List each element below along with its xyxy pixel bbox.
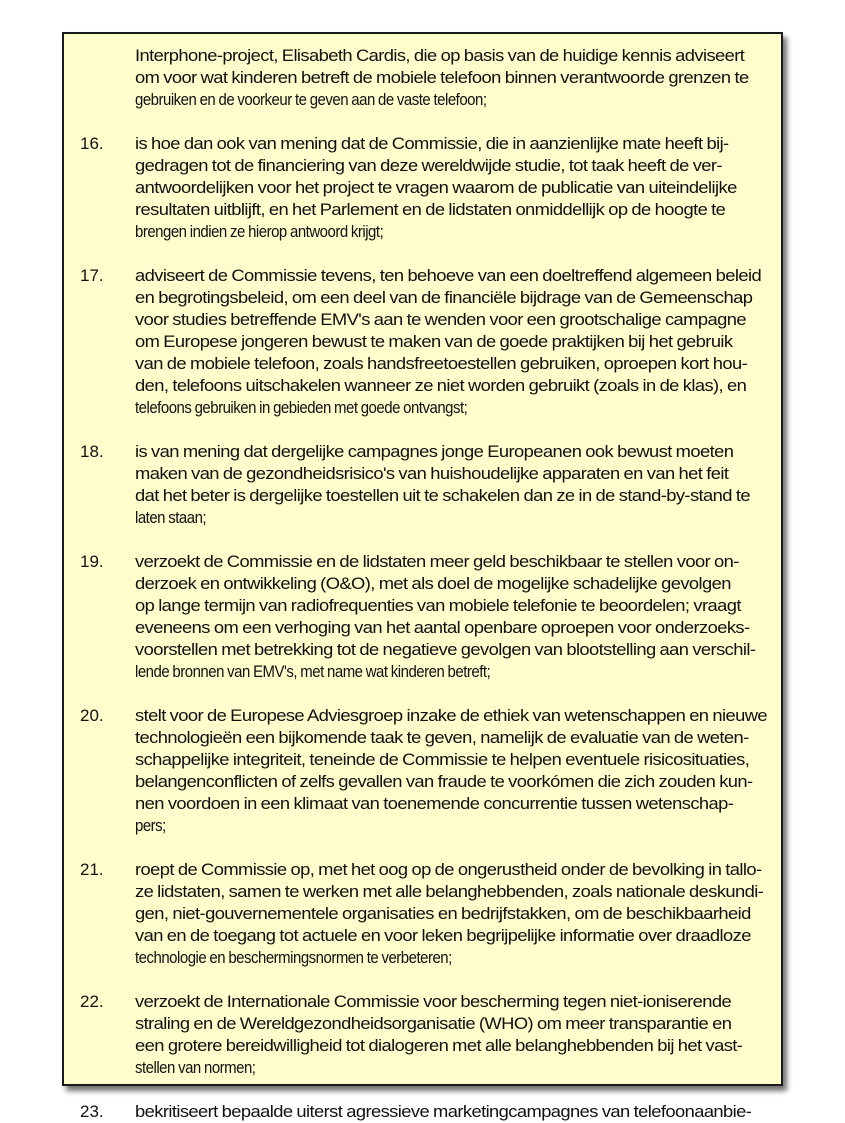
text-line: derzoek en ontwikkeling (O&O), met als doel de mogelijke schadelijke gevolgen <box>135 574 731 593</box>
text-line: pers; <box>135 816 166 835</box>
paragraph-text <box>135 1101 770 1123</box>
paragraph-18 <box>64 441 781 529</box>
paragraph-text <box>135 859 770 969</box>
text-line: om Europese jongeren bewust te maken van de goede praktijken bij het gebruik <box>135 332 733 351</box>
text-line: een grotere bereidwilligheid tot dialogeren met alle belanghebbenden bij het vast- <box>135 1036 743 1055</box>
text-line: verzoekt de Internationale Commissie voor bescherming tegen niet-ioniserende <box>135 992 732 1011</box>
paragraph-number: 19. <box>80 552 104 571</box>
paragraph-gap <box>64 529 781 551</box>
text-line: roept de Commissie op, met het oog op de ongerustheid onder de bevolking in tallo- <box>135 860 762 879</box>
text-line: adviseert de Commissie tevens, ten behoeve van een doeltreffend algemeen beleid <box>135 266 762 285</box>
text-line: technologieën een bijkomende taak te geven, namelijk de evaluatie van de weten- <box>135 728 749 747</box>
paragraph-number: 23. <box>80 1102 104 1121</box>
paragraph-number: 18. <box>80 442 104 461</box>
text-line: maken van de gezondheidsrisico's van huishoudelijke apparaten en van het feit <box>135 464 729 483</box>
paragraph-number: 22. <box>80 992 104 1011</box>
text-line: nen voordoen in een klimaat van toenemende concurrentie tussen wetenschap- <box>135 794 734 813</box>
paragraph-text <box>135 705 770 837</box>
text-line: gedragen tot de financiering van deze wereldwijde studie, tot taak heeft de ver- <box>135 156 722 175</box>
text-line: van en de toegang tot actuele en voor leken begrijpelijke informatie over draadloze <box>135 926 751 945</box>
text-line: om voor wat kinderen betreft de mobiele telefoon binnen verantwoorde grenzen te <box>135 68 749 87</box>
paragraph-text <box>135 265 770 419</box>
paragraph-17 <box>64 265 781 419</box>
paragraph-gap <box>64 969 781 991</box>
paragraph-gap <box>64 837 781 859</box>
text-line: laten staan; <box>135 508 207 527</box>
text-line: technologie en beschermingsnormen te verbeteren; <box>135 948 452 967</box>
text-line: is hoe dan ook van mening dat de Commissie, die in aanzienlijke mate heeft bij- <box>135 134 729 153</box>
text-line: van de mobiele telefoon, zoals handsfreetoestellen gebruiken, oproepen kort hou- <box>135 354 748 373</box>
text-line: op lange termijn van radiofrequenties van mobiele telefonie te beoordelen; vraagt <box>135 596 741 615</box>
text-line: gen, niet-gouvernementele organisaties en bedrijfstakken, om de beschikbaarheid <box>135 904 751 923</box>
text-line: dat het beter is dergelijke toestellen uit te schakelen dan ze in de stand-by-stand te <box>135 486 750 505</box>
text-line: en begrotingsbeleid, om een deel van de financiële bijdrage van de Gemeenschap <box>135 288 753 307</box>
text-line: telefoons gebruiken in gebieden met goede ontvangst; <box>135 398 468 417</box>
paragraph-text <box>135 551 770 683</box>
text-line: stellen van normen; <box>135 1058 256 1077</box>
paragraph-text <box>135 133 770 243</box>
paragraph-gap <box>64 683 781 705</box>
paragraph-text <box>135 45 770 111</box>
text-line: Interphone-project, Elisabeth Cardis, die op basis van de huidige kennis adviseert <box>135 46 745 65</box>
paragraph-gap <box>64 243 781 265</box>
document-content <box>64 45 781 1123</box>
paragraph-text <box>135 991 770 1079</box>
paragraph-number: 21. <box>80 860 104 879</box>
paragraph-number: 17. <box>80 266 104 285</box>
text-line: voor studies betreffende EMV's aan te wenden voor een grootschalige campagne <box>135 310 746 329</box>
paragraph-16 <box>64 133 781 243</box>
paragraph-20 <box>64 705 781 837</box>
text-line: lende bronnen van EMV's, met name wat kinderen betreft; <box>135 662 491 681</box>
text-line: schappelijke integriteit, teneinde de Commissie te helpen eventuele risicosituaties, <box>135 750 750 769</box>
paragraph-gap <box>64 1079 781 1101</box>
text-line: gebruiken en de voorkeur te geven aan de vaste telefoon; <box>135 90 487 109</box>
paragraph-19 <box>64 551 781 683</box>
paragraph-gap <box>64 419 781 441</box>
text-line: eveneens om een verhoging van het aantal openbare oproepen voor onderzoeks- <box>135 618 750 637</box>
paragraph-23 <box>64 1101 781 1123</box>
paragraph-21 <box>64 859 781 969</box>
paragraph-gap <box>64 111 781 133</box>
paragraph-text <box>135 441 770 529</box>
paragraph-continuation <box>64 45 781 111</box>
text-line: verzoekt de Commissie en de lidstaten meer geld beschikbaar te stellen voor on- <box>135 552 739 571</box>
text-line: ze lidstaten, samen te werken met alle belanghebbenden, zoals nationale deskundi- <box>135 882 764 901</box>
document-page <box>62 32 783 1121</box>
text-line: belangenconflicten of zelfs gevallen van fraude te voorkómen die zich zouden kun- <box>135 772 753 791</box>
text-line: bekritiseert bepaalde uiterst agressieve marketingcampagnes van telefoonaanbie- <box>135 1102 752 1121</box>
paragraph-22 <box>64 991 781 1079</box>
paragraph-number: 20. <box>80 706 104 725</box>
text-line: antwoordelijken voor het project te vragen waarom de publicatie van uiteindelijke <box>135 178 737 197</box>
text-line: is van mening dat dergelijke campagnes jonge Europeanen ook bewust moeten <box>135 442 734 461</box>
text-line: brengen indien ze hierop antwoord krijgt; <box>135 222 384 241</box>
text-line: resultaten uitblijft, en het Parlement en de lidstaten onmiddellijk op de hoogte te <box>135 200 726 219</box>
text-line: straling en de Wereldgezondheidsorganisatie (WHO) om meer transparantie en <box>135 1014 732 1033</box>
text-line: voorstellen met betrekking tot de negatieve gevolgen van blootstelling aan verschil- <box>135 640 756 659</box>
text-line: den, telefoons uitschakelen wanneer ze niet worden gebruikt (zoals in de klas), en <box>135 376 747 395</box>
text-line: stelt voor de Europese Adviesgroep inzake de ethiek van wetenschappen en nieuwe <box>135 706 768 725</box>
paragraph-number: 16. <box>80 134 104 153</box>
